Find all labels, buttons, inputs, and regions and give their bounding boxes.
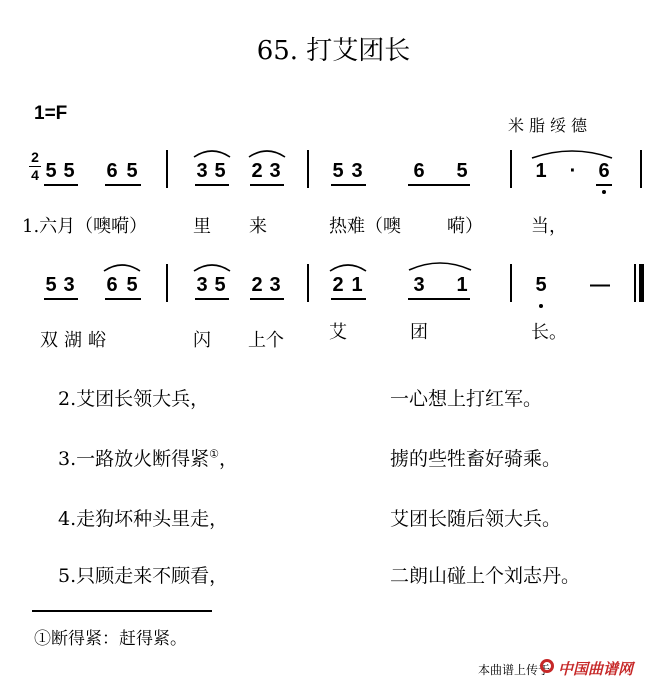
note: 3: [63, 274, 75, 296]
source-credit: 米脂绥德: [508, 116, 593, 135]
lyric: 闪: [193, 330, 211, 351]
footnote: ①断得紧：赶得紧。: [34, 629, 187, 649]
lyric: 长。: [531, 322, 567, 343]
final-barline-thick: [639, 264, 644, 302]
barline: [640, 150, 642, 188]
note: 5: [126, 160, 138, 182]
lyric: 热难（噢: [329, 216, 401, 237]
beam: [408, 298, 470, 300]
note: 5: [332, 160, 344, 182]
note: 2: [332, 274, 344, 296]
note: 1: [456, 274, 468, 296]
verse-left: 2.艾团长领大兵，: [58, 388, 210, 410]
beam: [105, 184, 141, 186]
note: 5: [214, 160, 226, 182]
note: 5: [456, 160, 468, 182]
barline: [307, 264, 309, 302]
note: 3: [413, 274, 425, 296]
note: 5: [45, 160, 57, 182]
beam: [408, 184, 470, 186]
verse-left: [58, 444, 238, 471]
slur: [530, 144, 614, 160]
page-title: 65. 打艾团长: [256, 36, 411, 66]
barline: [510, 264, 512, 302]
lyric: 来: [249, 216, 267, 237]
note: 6: [598, 160, 610, 182]
slur: [247, 145, 287, 159]
beam: [44, 184, 78, 186]
lyric: 嗬）: [447, 216, 483, 237]
beam: [44, 298, 78, 300]
note: 5: [63, 160, 75, 182]
time-signature: [28, 150, 42, 183]
beam: [331, 298, 366, 300]
barline: [166, 264, 168, 302]
footnote-mark: ①: [209, 447, 220, 461]
note: 3: [269, 274, 281, 296]
dot: ·: [569, 160, 577, 182]
verse-punct: ，: [219, 448, 239, 470]
lyric: 艾: [329, 322, 347, 343]
note: 1: [535, 160, 547, 182]
beam: [195, 298, 229, 300]
beam: [250, 298, 284, 300]
note: 2: [251, 274, 263, 296]
site-logo-text: 中国曲谱网: [558, 661, 634, 678]
beam: [195, 184, 229, 186]
note: 5: [535, 274, 547, 296]
barline: [166, 150, 168, 188]
time-signature-top: 2: [31, 149, 39, 165]
beam: [331, 184, 366, 186]
lyric: 上个: [248, 330, 284, 351]
note: 6: [413, 160, 425, 182]
lyric: 当，: [531, 216, 567, 237]
low-octave-dot: [539, 304, 543, 308]
note: 1: [351, 274, 363, 296]
verse-right: 一心想上打红军。: [390, 388, 543, 410]
beam: [105, 298, 141, 300]
slur: [102, 259, 142, 273]
note: 5: [126, 274, 138, 296]
low-octave-dot: [602, 190, 606, 194]
final-barline-thin: [634, 264, 636, 302]
note: 3: [269, 160, 281, 182]
verse-left: 4.走狗坏种头里走，: [58, 508, 229, 530]
barline: [510, 150, 512, 188]
verse-right: 二朗山碰上个刘志丹。: [390, 565, 581, 587]
watermark-text: 本曲谱上传于: [478, 663, 551, 677]
slur: [192, 145, 232, 159]
verse-right: 掳的些牲畜好骑乘。: [390, 448, 562, 470]
note: 3: [196, 274, 208, 296]
note: 3: [196, 160, 208, 182]
verse-text: 3.一路放火断得紧: [58, 448, 210, 470]
lyric: 团: [410, 322, 428, 343]
barline: [307, 150, 309, 188]
verse-left: 5.只顾走来不顾看，: [58, 565, 229, 587]
beam: [250, 184, 284, 186]
footnote-rule: [32, 610, 212, 612]
key-signature: 1=F: [34, 103, 68, 124]
time-signature-bottom: 4: [31, 167, 39, 183]
slur: [407, 256, 473, 272]
slur: [192, 259, 232, 273]
lyric: 1.六月（噢嗬）: [22, 216, 148, 237]
note: 5: [45, 274, 57, 296]
site-logo-icon: [540, 659, 554, 673]
verse-right: 艾团长随后领大兵。: [390, 508, 562, 530]
lyric: 里: [193, 216, 211, 237]
note: 2: [251, 160, 263, 182]
beam: [596, 184, 612, 186]
note: 3: [351, 160, 363, 182]
dash: —: [590, 274, 610, 296]
note: 6: [106, 160, 118, 182]
note: 5: [214, 274, 226, 296]
lyric: 双湖峪: [40, 330, 112, 351]
slur: [328, 259, 368, 273]
note: 6: [106, 274, 118, 296]
